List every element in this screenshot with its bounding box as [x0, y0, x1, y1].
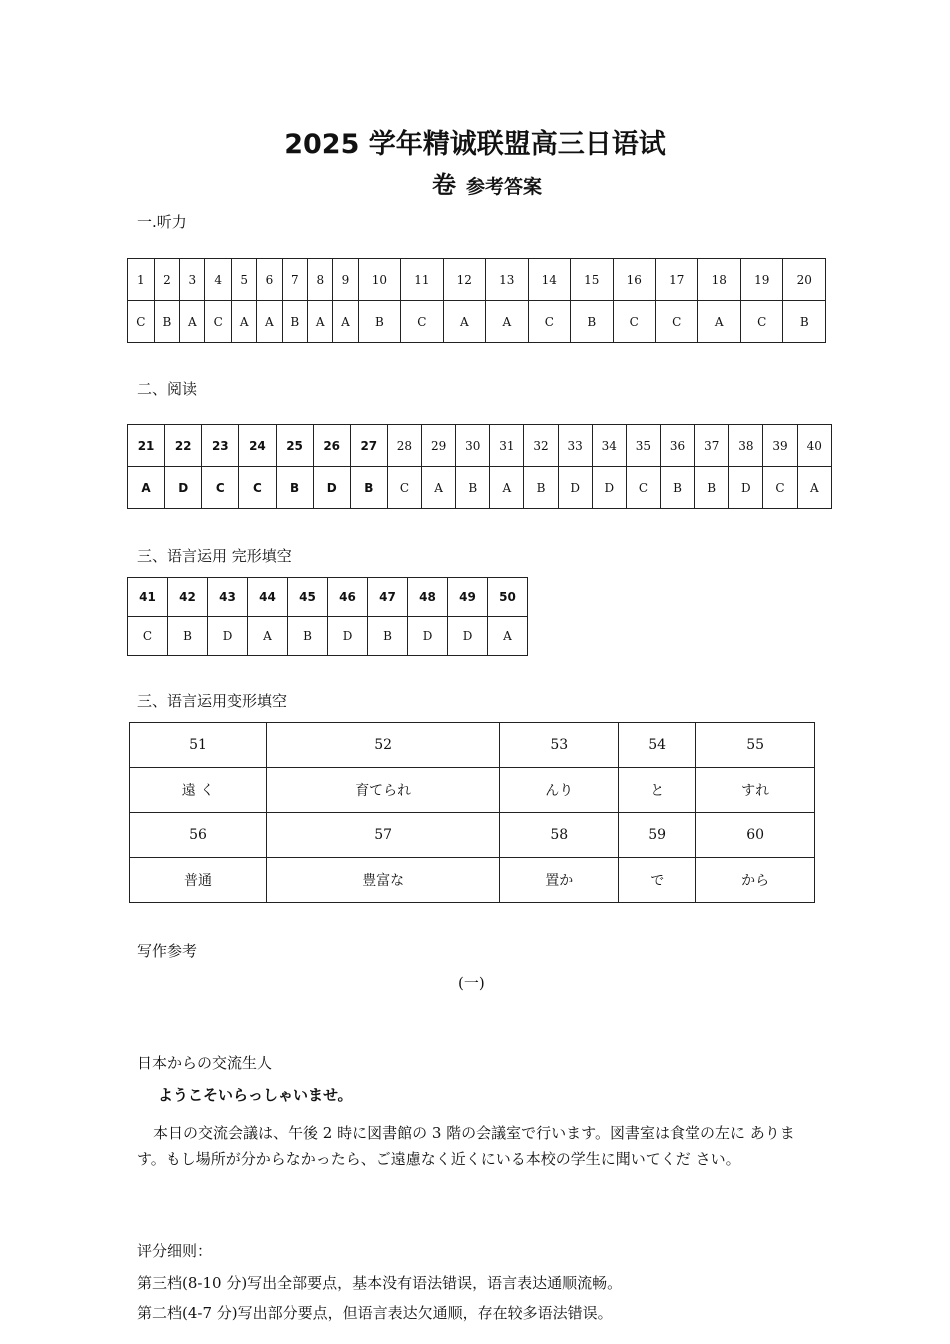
section-heading-writing: 写作参考 [137, 942, 198, 960]
table-cell: A [248, 617, 288, 656]
question-number-row [128, 425, 832, 467]
transform-answer-table [129, 722, 815, 903]
table-cell: 34 [592, 425, 626, 467]
table-cell: 41 [128, 578, 168, 617]
table-cell: 8 [308, 259, 333, 301]
table-cell: 12 [443, 259, 485, 301]
table-cell: 23 [202, 425, 239, 467]
letter-body: 本日の交流会議は、午後 2 時に図書館の 3 階の会議室で行います。図書室は食堂の左に ありま す。もし場所が分からなかったら、ご遠慮なく近くにいる本校の学生に聞いてくだ さい。 [137, 1124, 795, 1168]
table-cell: 17 [656, 259, 698, 301]
table-cell: A [333, 301, 358, 343]
section-heading-listening: 一.听力 [137, 213, 187, 231]
table-cell: 5 [232, 259, 257, 301]
table-cell: 57 [266, 813, 499, 858]
table-cell: 44 [248, 578, 288, 617]
table-cell: 7 [282, 259, 308, 301]
table-cell: 1 [128, 259, 155, 301]
answer-row [130, 858, 815, 903]
table-cell: すれ [696, 768, 815, 813]
table-cell: 55 [696, 723, 815, 768]
table-cell: 18 [698, 259, 740, 301]
question-number-row [128, 259, 826, 301]
table-cell: A [257, 301, 282, 343]
table-cell: 22 [165, 425, 202, 467]
table-cell: D [408, 617, 448, 656]
table-cell: C [656, 301, 698, 343]
table-cell: B [661, 467, 695, 509]
table-cell: 54 [619, 723, 696, 768]
table-cell: D [208, 617, 248, 656]
table-cell: B [783, 301, 826, 343]
letter-greeting: ようこそいらっしゃいませ。 [158, 1086, 353, 1104]
reading-answer-table [127, 424, 832, 509]
question-number-row [128, 578, 528, 617]
title-char: 卷 [432, 171, 456, 199]
listening-answer-table [127, 258, 826, 343]
table-cell: 4 [205, 259, 232, 301]
table-cell: D [328, 617, 368, 656]
table-cell: 2 [154, 259, 180, 301]
answer-row [128, 301, 826, 343]
table-cell: A [488, 617, 528, 656]
table-cell: 3 [180, 259, 205, 301]
table-cell: A [443, 301, 485, 343]
table-cell: 14 [528, 259, 570, 301]
table-cell: C [128, 301, 155, 343]
table-cell: 置か [500, 858, 619, 903]
table-cell: 9 [333, 259, 358, 301]
table-cell: A [232, 301, 257, 343]
table-cell: 51 [130, 723, 267, 768]
table-cell: 30 [456, 425, 490, 467]
table-cell: C [128, 617, 168, 656]
table-cell: D [165, 467, 202, 509]
table-cell: 21 [128, 425, 165, 467]
table-cell: C [239, 467, 276, 509]
table-cell: 48 [408, 578, 448, 617]
table-cell: 58 [500, 813, 619, 858]
table-cell: A [308, 301, 333, 343]
table-cell: A [490, 467, 524, 509]
table-cell: A [128, 467, 165, 509]
table-cell: 10 [358, 259, 400, 301]
table-cell: D [448, 617, 488, 656]
answer-row [128, 467, 832, 509]
table-cell: A [486, 301, 528, 343]
table-cell: 29 [422, 425, 456, 467]
scoring-tier-2: 第二档(4-7 分)写出部分要点，但语言表达欠通顺，存在较多语法错误。 [137, 1304, 613, 1322]
table-cell: C [528, 301, 570, 343]
table-cell: 33 [558, 425, 592, 467]
table-cell: 育てられ [266, 768, 499, 813]
table-cell: B [154, 301, 180, 343]
table-cell: 45 [288, 578, 328, 617]
table-cell: 59 [619, 813, 696, 858]
table-cell: 50 [488, 578, 528, 617]
table-cell: D [558, 467, 592, 509]
table-cell: C [613, 301, 655, 343]
answer-row [130, 768, 815, 813]
table-cell: B [168, 617, 208, 656]
table-cell: 25 [276, 425, 313, 467]
table-cell: C [763, 467, 797, 509]
table-cell: 24 [239, 425, 276, 467]
table-cell: 32 [524, 425, 558, 467]
scoring-heading: 评分细则： [137, 1242, 213, 1260]
table-cell: 19 [740, 259, 782, 301]
table-cell: A [422, 467, 456, 509]
section-heading-transform: 三、语言运用变形填空 [137, 692, 288, 710]
table-cell: 15 [571, 259, 613, 301]
table-cell: 27 [350, 425, 387, 467]
section-heading-cloze: 三、语言运用 完形填空 [137, 547, 292, 565]
table-cell: D [592, 467, 626, 509]
table-cell: 42 [168, 578, 208, 617]
table-cell: 39 [763, 425, 797, 467]
table-cell: B [456, 467, 490, 509]
table-cell: C [205, 301, 232, 343]
table-cell: 52 [266, 723, 499, 768]
table-cell: と [619, 768, 696, 813]
table-cell: C [740, 301, 782, 343]
table-cell: 56 [130, 813, 267, 858]
table-cell: 26 [313, 425, 350, 467]
question-number-row [130, 723, 815, 768]
table-cell: B [350, 467, 387, 509]
table-cell: B [276, 467, 313, 509]
table-cell: B [288, 617, 328, 656]
table-cell: C [387, 467, 421, 509]
table-cell: C [401, 301, 443, 343]
table-cell: C [202, 467, 239, 509]
table-cell: A [797, 467, 831, 509]
table-cell: D [729, 467, 763, 509]
table-cell: 豊富な [266, 858, 499, 903]
table-cell: んり [500, 768, 619, 813]
question-number-row [130, 813, 815, 858]
table-cell: 13 [486, 259, 528, 301]
table-cell: 40 [797, 425, 831, 467]
table-cell: 20 [783, 259, 826, 301]
table-cell: 53 [500, 723, 619, 768]
table-cell: C [626, 467, 660, 509]
table-cell: 60 [696, 813, 815, 858]
table-cell: 遠 く [130, 768, 267, 813]
scoring-tier-3: 第三档(8-10 分)写出全部要点，基本没有语法错误，语言表达通顺流畅。 [137, 1274, 623, 1292]
letter-salutation: 日本からの交流生人 [137, 1054, 273, 1072]
table-cell: B [695, 467, 729, 509]
table-cell: B [358, 301, 400, 343]
cloze-answer-table [127, 577, 528, 656]
table-cell: D [313, 467, 350, 509]
table-cell: で [619, 858, 696, 903]
table-cell: 6 [257, 259, 282, 301]
table-cell: A [180, 301, 205, 343]
document-title-line2 [432, 165, 542, 200]
table-cell: 普通 [130, 858, 267, 903]
answer-row [128, 617, 528, 656]
table-cell: 46 [328, 578, 368, 617]
table-cell: 11 [401, 259, 443, 301]
table-cell: 37 [695, 425, 729, 467]
section-heading-reading: 二、阅读 [137, 380, 198, 398]
table-cell: 35 [626, 425, 660, 467]
table-cell: 38 [729, 425, 763, 467]
table-cell: 31 [490, 425, 524, 467]
table-cell: から [696, 858, 815, 903]
table-cell: 49 [448, 578, 488, 617]
table-cell: 16 [613, 259, 655, 301]
document-title: 2025 学年精诚联盟高三日语试 [284, 129, 666, 160]
table-cell: 43 [208, 578, 248, 617]
table-cell: A [698, 301, 740, 343]
table-cell: B [282, 301, 308, 343]
table-cell: 47 [368, 578, 408, 617]
writing-part-label: (一) [458, 974, 485, 992]
table-cell: 28 [387, 425, 421, 467]
table-cell: B [368, 617, 408, 656]
table-cell: B [571, 301, 613, 343]
table-cell: 36 [661, 425, 695, 467]
table-cell: B [524, 467, 558, 509]
document-subtitle: 参考答案 [466, 176, 543, 198]
